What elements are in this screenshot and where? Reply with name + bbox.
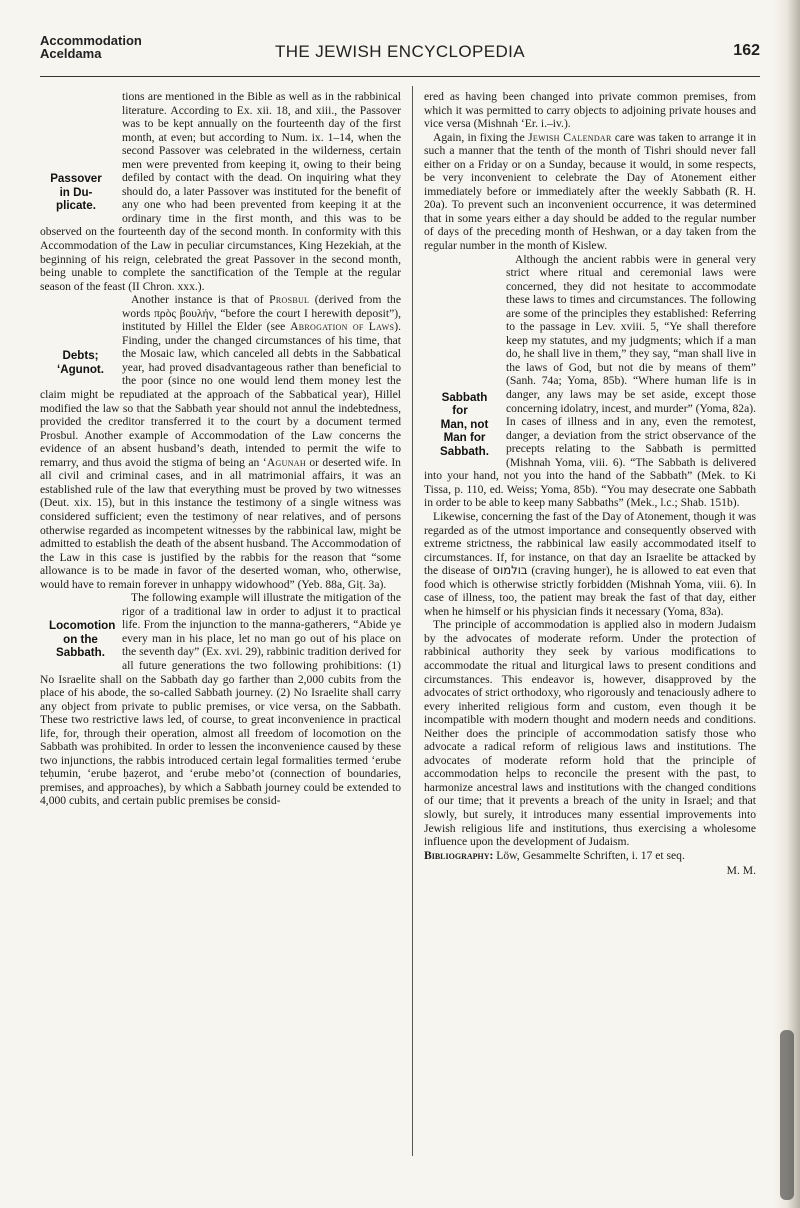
page-edge-mark [780, 1030, 794, 1200]
paragraph: ered as having been changed into private common premises, from which it was permitted to carry objects to adjoining private houses and vice versa (Mishnah ‘Er. i.–iv.). [424, 90, 756, 131]
page-header [40, 28, 760, 76]
author-signature: M. M. [726, 864, 756, 878]
bibliography [424, 849, 756, 863]
paragraph: Passover in Du- plicate. tions are mentioned in the Bible as well as in the rabbinical literature. According to Ex. xii. 18, and xiii., the Passover was to be kept annually on the fourteenth day of the first month, at even; but according to Num. ix. 1–14, when the second Passover was celebrated in the wilderness, certain men were prevented from keeping it, owing to their being defiled by contact with the dead. On inquiring what they should do, a later Passover was instituted for the benefit of any one who had been prevented from keeping it at the ordinary time in the first month, and this was to be observed on the fourteenth day of the second month. In conformity with this Accommodation of the Law in peculiar circumstances, King Hezekiah, at the beginning of his reign, celebrated the great Passover in the second month, being unable to complete the sanctification of the Temple at the regular season of the feast (II Chron. xxx.). [40, 90, 401, 293]
page-number: 162 [733, 42, 760, 59]
sidenote-passover: Passover in Du- plicate. [50, 172, 102, 213]
prosbul-link[interactable]: Prosbul [269, 293, 310, 307]
agunah-link[interactable]: ‘Agunah [262, 455, 306, 469]
abrogation-link[interactable]: Abrogation of Laws [290, 320, 395, 334]
sidenote-locomotion: Locomotion on the Sabbath. [49, 619, 116, 660]
paragraph: Sabbath for Man, not Man for Sabbath. Although the ancient rabbis were in general very strict where ritual and ceremonial laws were concerned, they did not hesitate to accommodate these laws to times and circumstances. The following are some of the principles they established: Referring to the passage in Lev. xviii. 5, “Ye shall therefore keep my statutes, and my judgments; which if a man do, he shall live in them,” they say, “man shall live in the laws of God, but not die by means of them” (Sanh. 74a; Yoma, 85b). “Where human life is in danger, any laws may be set aside, except those concerning idolatry, incest, and murder” (Yoma, 82a). In cases of illness and in any, even the remotest, danger, a deviation from the strict observance of the precepts relating to the Sabbath is permitted (Mishnah Yoma, viii. 6). “The Sabbath is delivered into your hand, not you into the hand of the Sabbath” (Mek. to Ki Tissa, p. 110, ed. Weiss; Yoma, 85b). “You may desecrate one Sabbath in order to be able to keep many Sabbaths” (Mek., l.c.; Shab. 151b). [424, 252, 756, 510]
header-rule [40, 76, 760, 77]
paragraph: Locomotion on the Sabbath. The following example will illustrate the mitigation of the rigor of a traditional law in order to adjust it to practical life. From the injunction to the manna-gatherers, “Abide ye every man in his place, let no man go out of his place on the seventh day” (Ex. xvi. 29), rabbinic tradition derived for all future generations the two following prohibitions: (1) No Israelite shall on the Sabbath day go farther than 2,000 cubits from the place of his abode, the so-called Sabbath journey. (2) No Israelite shall carry any object from private to public premises, or vice versa, on the Sabbath. These two restrictive laws led, of course, to great inconvenience in practical life, for, through their operation, almost all freedom of locomotion on the Sabbath was prohibited. In order to lessen the inconvenience caused by these two injunctions, the rabbis introduced certain legal formalities termed ‘erube teḥumin, ‘erube ḥaẓerot, and ‘erube mebo’ot (connection of boundaries, premises, and approaches), by which a Sabbath journey could be extended to 4,000 cubits, and certain public premises be consid- [40, 591, 401, 808]
left-column [40, 90, 401, 1190]
paragraph: The principle of accommodation is applied also in modern Judaism by the advocates of moderate reform. Under the protection of rabbinical authority they seek by various modifications to accommodate the ritual and liturgical laws to present conditions and circumstances. This endeavor is, however, disapproved by the advocates of strict orthodoxy, who rigorously and tenaciously adhere to every inherited religious form and custom, even though it be incompatible with modern thought and modern needs and conditions. Neither does the principle of accommodation satisfy those who advocate a radical reform of religious laws and institutions. The advocates of moderate reform hold that the principle of accommodation helps to reconcile the present with the past, to harmonize ancestral laws and institutions with the changed conditions of our time; that it prevents a breach of the unity in Israel; and that slowly, but surely, it introduces many essential improvements into Jewish religious life and institutions, thus exercising a wholesome influence upon the development of Judaism. [424, 618, 756, 849]
sidenote-debts: Debts; ‘Agunot. [56, 349, 104, 376]
paragraph: Likewise, concerning the fast of the Day of Atonement, though it was regarded as of the utmost importance and consequently observed with extreme strictness, the rabbinical law easily accommodated itself to circumstances. If, for instance, on that day an Israelite be attacked by the disease of בולמוס (craving hunger), he is allowed to eat even that food which is otherwise strictly forbidden (Mishnah Yoma, viii. 6). In case of illness, too, the patient may break the fast of that day, either when he himself or his physician finds it necessary (Yoma, 83a). [424, 509, 756, 618]
sidenote-sabbath: Sabbath for Man, not Man for Sabbath. [440, 390, 489, 458]
bibliography-text: Löw, Gesammelte Schriften, i. 17 et seq. [496, 848, 685, 862]
hebrew-word: בולמוס [492, 563, 528, 578]
running-head-top: Accommodation [40, 33, 142, 48]
calendar-link[interactable]: Jewish Calendar [528, 130, 612, 144]
paragraph: Debts; ‘Agunot. Another instance is that of Prosbul (derived from the words πρὸς βουλήν, “before the court I herewith deposit”), instituted by Hillel the Elder (see Abrogation of Laws). Finding, under the changed circumstances of his time, that the Mosaic law, which canceled all debts in the Sabbatical year, had proved disadvantageous rather than beneficial to the poor (since no one would lend them money lest the claim might be repudiated at the approach of the Sabbatical year), Hillel modified the law so that the Sabbath year should not annul the indebtedness, provided the creditor transferred it to the court by a document termed Prosbul. Another example of Accommodation of the Law concerns the evidence of an absent husband’s death, intended to permit the wife to remarry, and thus avoid the stigma of being an ‘Agunah or deserted wife. In all civil and criminal cases, and in all matrimonial affairs, it was an established rule of the law that everything must be proved by two witnesses (Deut. xix. 15), but in this instance the testimony of a single witness was considered sufficient; even the testimony of near relatives, and of persons otherwise regarded as incompetent witnesses by the rabbinical law, might be admitted to establish the death of the absent husband. The Accommodation of the Law in this case is justified by the rabbis for the reason that “some allowance is to be made in favor of the deserted woman, who, otherwise, would have to remain forever in unhappy widowhood” (Yeb. 88a, Giṭ. 3a). [40, 293, 401, 591]
column-divider [412, 86, 413, 1156]
book-title: THE JEWISH ENCYCLOPEDIA [274, 42, 526, 61]
right-column [424, 90, 756, 1190]
running-head-bottom: Aceldama [40, 46, 102, 61]
page-edge-shadow [774, 0, 800, 1208]
bibliography-label: Bibliography: [424, 848, 494, 862]
paragraph: Again, in fixing the Jewish Calendar care was taken to arrange it in such a manner that the tenth of the month of Tishri should never fall either on a Friday or on a Sunday, because it would, in some respects, be very inconvenient to celebrate the Day of Atonement either immediately before or immediately after the weekly Sabbath (R. H. 20a). To prevent such an inconvenient occurrence, it was determined that in some years either a day should be added to the regular number of days of the preceding month of Heshwan, or a day taken from the regular number in the month of Kislew. [424, 130, 756, 253]
